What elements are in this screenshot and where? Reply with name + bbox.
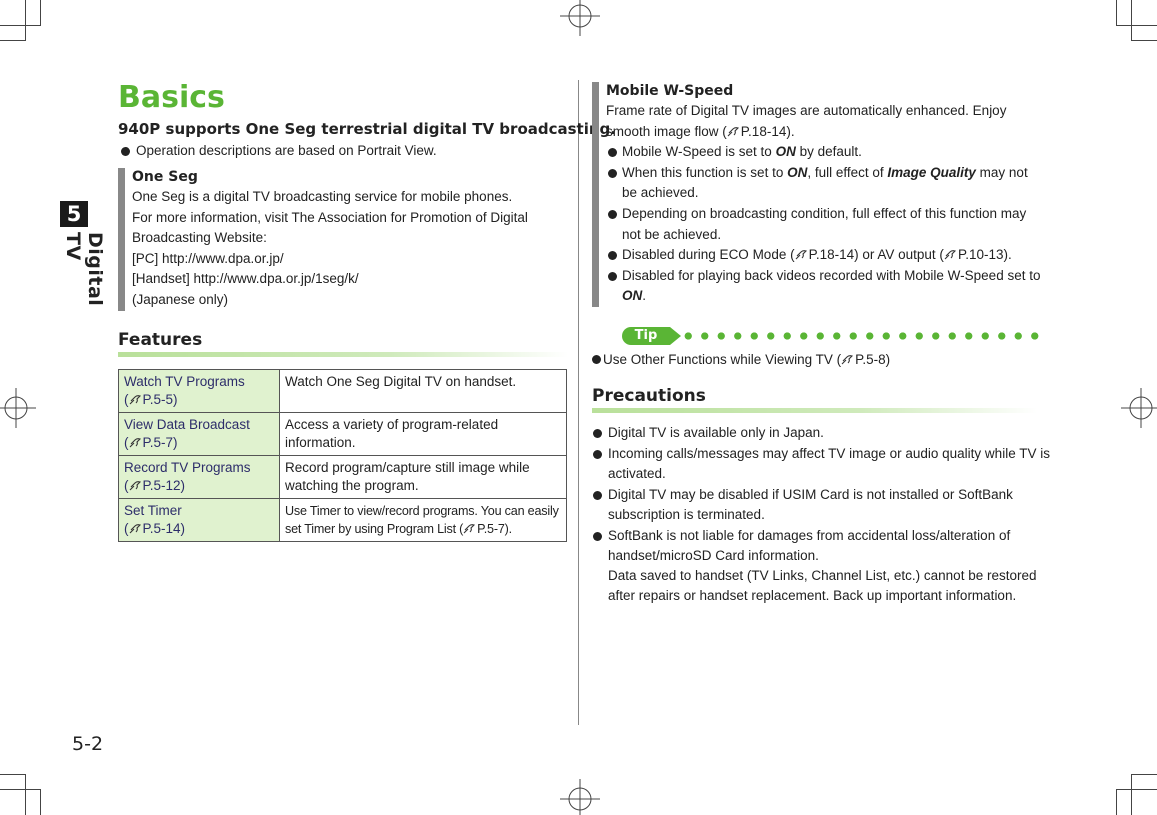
page-ref-icon bbox=[129, 394, 142, 405]
bullet-icon bbox=[592, 355, 601, 364]
oneseg-handset-url[interactable]: [Handset] http://www.dpa.or.jp/1seg/k/ bbox=[132, 271, 359, 287]
page-ref-icon bbox=[727, 126, 740, 137]
feature-name[interactable]: Set Timer bbox=[124, 503, 182, 518]
list-item: SoftBank is not liable for damages from accidental loss/alteration of handset/microSD Card information. Data saved to handset (TV Links, Channel List, etc.) cannot be restored after repairs or handset replacement. Back up important information. bbox=[608, 526, 1037, 606]
oneseg-pc-url[interactable]: [PC] http://www.dpa.or.jp/ bbox=[132, 250, 284, 266]
precautions-heading: Precautions bbox=[592, 386, 706, 406]
feature-desc: Access a variety of program-related bbox=[285, 417, 499, 432]
oneseg-text: One Seg is a digital TV broadcasting service for mobile phones. bbox=[132, 189, 513, 204]
bullet-icon bbox=[593, 429, 602, 438]
bullet-icon bbox=[608, 148, 617, 157]
tip-badge: Tip bbox=[622, 327, 670, 345]
feature-desc: set Timer by using Program List ( bbox=[285, 522, 464, 536]
list-item: Incoming calls/messages may affect TV image or audio quality while TV is activated. bbox=[608, 444, 1050, 484]
portrait-note: Operation descriptions are based on Portrait View. bbox=[136, 141, 437, 161]
wspeed-intro: smooth image flow ( P.18-14). bbox=[606, 123, 795, 139]
oneseg-text: Broadcasting Website: bbox=[132, 230, 267, 246]
feature-desc: watching the program. bbox=[285, 478, 419, 493]
table-row: Watch TV Programs ( P.5-5) Watch One Seg Digital TV on handset. bbox=[119, 370, 567, 413]
section-underline bbox=[592, 408, 1037, 413]
page-ref-icon bbox=[129, 480, 142, 491]
bullet-icon bbox=[593, 532, 602, 541]
oneseg-text: For more information, visit The Association for Promotion of Digital bbox=[132, 209, 528, 225]
feature-desc: Record program/capture still image while bbox=[285, 460, 530, 475]
feature-desc-ref: P.5-7). bbox=[477, 522, 512, 536]
list-item: Mobile W-Speed is set to ON by default. bbox=[606, 142, 1056, 163]
bullet-icon bbox=[121, 147, 130, 156]
section-underline bbox=[118, 352, 568, 357]
table-row: Record TV Programs ( P.5-12) Record program/capture still image while watching the program. bbox=[119, 456, 567, 499]
wspeed-intro: Frame rate of Digital TV images are automatically enhanced. Enjoy bbox=[606, 103, 1007, 118]
page-ref-icon bbox=[944, 249, 957, 260]
page-number: 5-2 bbox=[72, 733, 104, 755]
page-ref-icon bbox=[795, 249, 808, 260]
tip-dots bbox=[680, 331, 1045, 341]
page-ref-icon bbox=[841, 354, 854, 365]
table-row: Set Timer ( P.5-14) Use Timer to view/record programs. You can easily set Timer by using Program List ( P.5-7). bbox=[119, 499, 567, 542]
oneseg-heading: One Seg bbox=[132, 169, 198, 185]
features-heading: Features bbox=[118, 330, 203, 350]
feature-ref: P.5-5) bbox=[142, 392, 178, 407]
bullet-icon bbox=[608, 210, 617, 219]
column-divider bbox=[578, 80, 579, 725]
page-ref-icon bbox=[463, 523, 476, 534]
oneseg-box bbox=[118, 168, 572, 311]
list-item: Disabled during ECO Mode ( P.18-14) or AV output ( P.10-13). bbox=[606, 245, 1056, 266]
feature-desc: information. bbox=[285, 435, 356, 450]
chapter-number-badge: 5 bbox=[60, 201, 88, 227]
list-item: Digital TV may be disabled if USIM Card is not installed or SoftBank subscription is terminated. bbox=[608, 485, 1013, 525]
feature-name[interactable]: Watch TV Programs bbox=[124, 374, 245, 389]
page-ref-icon bbox=[129, 523, 142, 534]
list-item: Digital TV is available only in Japan. bbox=[608, 423, 824, 443]
features-table bbox=[118, 369, 567, 542]
page-title: Basics bbox=[118, 80, 225, 115]
bullet-icon bbox=[608, 251, 617, 260]
list-item: Depending on broadcasting condition, full effect of this function may not be achieved. bbox=[606, 204, 1056, 245]
list-item: Disabled for playing back videos recorded with Mobile W-Speed set to ON. bbox=[606, 266, 1056, 307]
feature-name[interactable]: View Data Broadcast bbox=[124, 417, 250, 432]
page-ref-icon bbox=[129, 437, 142, 448]
oneseg-text: (Japanese only) bbox=[132, 291, 229, 307]
wspeed-heading: Mobile W-Speed bbox=[606, 83, 734, 99]
list-item: When this function is set to ON, full effect of Image Quality may not be achieved. bbox=[606, 163, 1056, 204]
chapter-title: Digital TV bbox=[62, 232, 106, 307]
feature-ref: P.5-12) bbox=[142, 478, 186, 493]
feature-desc: Watch One Seg Digital TV on handset. bbox=[285, 374, 517, 389]
table-row: View Data Broadcast ( P.5-7) Access a variety of program-related information. bbox=[119, 413, 567, 456]
feature-desc: Use Timer to view/record programs. You can easily bbox=[285, 504, 559, 518]
bullet-icon bbox=[608, 169, 617, 178]
lead-text: 940P supports One Seg terrestrial digital TV broadcasting. bbox=[118, 120, 616, 138]
feature-name[interactable]: Record TV Programs bbox=[124, 460, 251, 475]
feature-ref: P.5-14) bbox=[142, 521, 186, 536]
feature-ref: P.5-7) bbox=[142, 435, 178, 450]
wspeed-box bbox=[592, 82, 1056, 307]
bullet-icon bbox=[593, 491, 602, 500]
bullet-icon bbox=[608, 272, 617, 281]
tip-item[interactable]: Use Other Functions while Viewing TV ( P.5-8) bbox=[592, 350, 890, 370]
bullet-icon bbox=[593, 450, 602, 459]
